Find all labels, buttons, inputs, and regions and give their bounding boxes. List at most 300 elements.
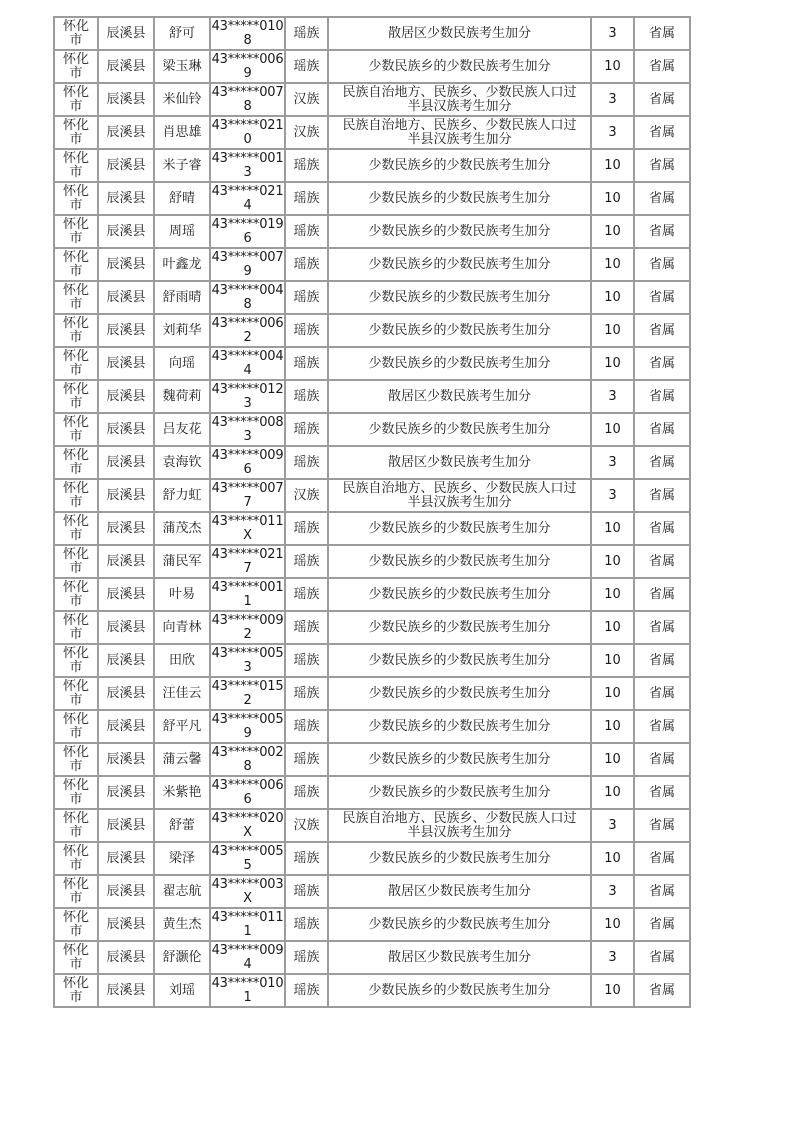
- level-text: 省属: [648, 520, 675, 536]
- county-text: 辰溪县: [106, 289, 146, 305]
- level-cell: [634, 413, 690, 446]
- ethnicity-cell: [285, 314, 328, 347]
- id-cell: [210, 842, 285, 875]
- city-cell: [54, 941, 98, 974]
- ethnicity-cell: [285, 974, 328, 1007]
- level-cell: [634, 743, 690, 776]
- city-text: 市: [69, 791, 83, 807]
- level-cell: [634, 116, 690, 149]
- level-cell: [634, 809, 690, 842]
- county-cell: [98, 215, 154, 248]
- table-row: [54, 644, 690, 677]
- level-cell: [634, 215, 690, 248]
- level-text: 省属: [648, 388, 675, 404]
- id-number-text: 8: [243, 296, 252, 312]
- ethnicity-cell: [285, 380, 328, 413]
- county-text: 辰溪县: [106, 751, 146, 767]
- id-number-text: 4: [243, 956, 252, 972]
- policy-cell: [328, 710, 591, 743]
- candidate-name: 叶易: [168, 586, 195, 602]
- id-cell: [210, 380, 285, 413]
- city-cell: [54, 908, 98, 941]
- id-cell: [210, 149, 285, 182]
- city-cell: [54, 83, 98, 116]
- policy-text: 少数民族乡的少数民族考生加分: [368, 850, 551, 866]
- id-number-text: 43*****009: [211, 612, 284, 628]
- bonus-points: 10: [604, 223, 621, 239]
- city-text: 怀化: [62, 645, 89, 661]
- candidate-name: 肖思雄: [162, 124, 202, 140]
- bonus-points: 10: [604, 784, 621, 800]
- county-text: 辰溪县: [106, 157, 146, 173]
- city-cell: [54, 182, 98, 215]
- name-cell: [154, 50, 210, 83]
- bonus-points: 10: [604, 652, 621, 668]
- name-cell: [154, 875, 210, 908]
- county-cell: [98, 50, 154, 83]
- policy-cell: [328, 842, 591, 875]
- ethnicity-cell: [285, 281, 328, 314]
- city-text: 市: [69, 230, 83, 246]
- policy-cell: [328, 908, 591, 941]
- county-text: 辰溪县: [106, 487, 146, 503]
- table-row: [54, 248, 690, 281]
- level-text: 省属: [648, 751, 675, 767]
- city-text: 怀化: [62, 51, 89, 67]
- ethnicity-cell: [285, 413, 328, 446]
- level-text: 省属: [648, 817, 675, 833]
- city-text: 怀化: [62, 810, 89, 826]
- points-cell: [591, 941, 634, 974]
- city-text: 怀化: [62, 513, 89, 529]
- name-cell: [154, 611, 210, 644]
- ethnicity-cell: [285, 182, 328, 215]
- name-cell: [154, 974, 210, 1007]
- id-cell: [210, 446, 285, 479]
- city-text: 怀化: [62, 216, 89, 232]
- ethnicity-cell: [285, 17, 328, 50]
- level-cell: [634, 776, 690, 809]
- city-text: 市: [69, 395, 83, 411]
- city-cell: [54, 248, 98, 281]
- policy-text: 少数民族乡的少数民族考生加分: [368, 619, 551, 635]
- id-cell: [210, 677, 285, 710]
- id-number-text: 43*****007: [211, 249, 284, 265]
- policy-cell: [328, 941, 591, 974]
- county-text: 辰溪县: [106, 388, 146, 404]
- county-text: 辰溪县: [106, 982, 146, 998]
- city-text: 市: [69, 593, 83, 609]
- county-cell: [98, 644, 154, 677]
- ethnicity-text: 瑶族: [293, 553, 320, 569]
- city-text: 怀化: [62, 612, 89, 628]
- policy-cell: [328, 17, 591, 50]
- id-number-text: 43*****015: [211, 678, 284, 694]
- city-cell: [54, 677, 98, 710]
- id-cell: [210, 116, 285, 149]
- points-cell: [591, 347, 634, 380]
- points-cell: [591, 479, 634, 512]
- county-cell: [98, 974, 154, 1007]
- points-cell: [591, 149, 634, 182]
- id-number-text: 1: [243, 593, 252, 609]
- id-number-text: 9: [243, 725, 252, 741]
- county-text: 辰溪县: [106, 949, 146, 965]
- county-text: 辰溪县: [106, 883, 146, 899]
- table-row: [54, 974, 690, 1007]
- county-text: 辰溪县: [106, 25, 146, 41]
- level-cell: [634, 974, 690, 1007]
- name-cell: [154, 281, 210, 314]
- id-number-text: 9: [243, 263, 252, 279]
- level-text: 省属: [648, 58, 675, 74]
- city-text: 怀化: [62, 282, 89, 298]
- id-number-text: 2: [243, 692, 252, 708]
- city-text: 市: [69, 626, 83, 642]
- city-cell: [54, 446, 98, 479]
- ethnicity-cell: [285, 479, 328, 512]
- id-number-text: X: [243, 824, 252, 840]
- candidate-name: 蒲茂杰: [162, 520, 202, 536]
- name-cell: [154, 314, 210, 347]
- name-cell: [154, 809, 210, 842]
- policy-text: 半县汉族考生加分: [407, 494, 512, 510]
- county-cell: [98, 776, 154, 809]
- level-text: 省属: [648, 256, 675, 272]
- city-text: 市: [69, 725, 83, 741]
- city-text: 怀化: [62, 975, 89, 991]
- table-row: [54, 215, 690, 248]
- id-number-text: 43*****005: [211, 645, 284, 661]
- county-text: 辰溪县: [106, 850, 146, 866]
- ethnicity-cell: [285, 908, 328, 941]
- city-cell: [54, 281, 98, 314]
- level-cell: [634, 281, 690, 314]
- points-cell: [591, 578, 634, 611]
- ethnicity-text: 汉族: [293, 91, 320, 107]
- id-number-text: 43*****010: [211, 18, 284, 34]
- bonus-points: 3: [608, 883, 617, 899]
- id-number-text: 2: [243, 329, 252, 345]
- id-number-text: 43*****006: [211, 51, 284, 67]
- candidate-name: 刘莉华: [162, 322, 202, 338]
- ethnicity-text: 瑶族: [293, 157, 320, 173]
- ethnicity-cell: [285, 875, 328, 908]
- table-row: [54, 149, 690, 182]
- policy-text: 少数民族乡的少数民族考生加分: [368, 553, 551, 569]
- id-number-text: 43*****021: [211, 183, 284, 199]
- id-cell: [210, 248, 285, 281]
- id-number-text: 43*****004: [211, 348, 284, 364]
- county-cell: [98, 281, 154, 314]
- candidate-name: 舒平凡: [162, 718, 202, 734]
- id-number-text: 43*****011: [211, 909, 284, 925]
- policy-text: 少数民族乡的少数民族考生加分: [368, 355, 551, 371]
- candidate-name: 梁泽: [168, 850, 195, 866]
- id-number-text: 7: [243, 494, 252, 510]
- county-text: 辰溪县: [106, 586, 146, 602]
- city-text: 市: [69, 692, 83, 708]
- ethnicity-cell: [285, 116, 328, 149]
- policy-text: 少数民族乡的少数民族考生加分: [368, 784, 551, 800]
- table-row: [54, 545, 690, 578]
- id-number-text: 2: [243, 626, 252, 642]
- id-cell: [210, 479, 285, 512]
- policy-cell: [328, 578, 591, 611]
- ethnicity-text: 瑶族: [293, 652, 320, 668]
- candidate-name: 蒲云馨: [162, 751, 202, 767]
- city-text: 市: [69, 32, 83, 48]
- city-cell: [54, 512, 98, 545]
- bonus-points: 10: [604, 982, 621, 998]
- county-cell: [98, 809, 154, 842]
- city-text: 怀化: [62, 447, 89, 463]
- ethnicity-cell: [285, 710, 328, 743]
- table-row: [54, 710, 690, 743]
- city-text: 市: [69, 890, 83, 906]
- city-text: 市: [69, 494, 83, 510]
- level-cell: [634, 380, 690, 413]
- level-cell: [634, 644, 690, 677]
- candidate-name: 舒蕾: [168, 817, 195, 833]
- policy-cell: [328, 413, 591, 446]
- level-cell: [634, 941, 690, 974]
- city-cell: [54, 578, 98, 611]
- city-cell: [54, 215, 98, 248]
- id-cell: [210, 215, 285, 248]
- name-cell: [154, 17, 210, 50]
- policy-cell: [328, 50, 591, 83]
- policy-text: 少数民族乡的少数民族考生加分: [368, 718, 551, 734]
- city-text: 怀化: [62, 348, 89, 364]
- points-cell: [591, 512, 634, 545]
- id-cell: [210, 710, 285, 743]
- bonus-points: 10: [604, 322, 621, 338]
- id-number-text: 0: [243, 131, 252, 147]
- id-cell: [210, 941, 285, 974]
- points-cell: [591, 17, 634, 50]
- level-text: 省属: [648, 850, 675, 866]
- id-number-text: 43*****007: [211, 84, 284, 100]
- level-cell: [634, 545, 690, 578]
- points-cell: [591, 281, 634, 314]
- id-cell: [210, 611, 285, 644]
- id-number-text: X: [243, 890, 252, 906]
- level-cell: [634, 875, 690, 908]
- id-cell: [210, 578, 285, 611]
- level-text: 省属: [648, 91, 675, 107]
- candidate-name: 汪佳云: [162, 685, 202, 701]
- city-text: 市: [69, 263, 83, 279]
- points-cell: [591, 83, 634, 116]
- id-number-text: 43*****010: [211, 975, 284, 991]
- name-cell: [154, 479, 210, 512]
- ethnicity-text: 汉族: [293, 124, 320, 140]
- level-text: 省属: [648, 685, 675, 701]
- county-text: 辰溪县: [106, 553, 146, 569]
- points-cell: [591, 50, 634, 83]
- city-text: 市: [69, 329, 83, 345]
- id-number-text: 43*****021: [211, 546, 284, 562]
- name-cell: [154, 116, 210, 149]
- policy-text: 少数民族乡的少数民族考生加分: [368, 157, 551, 173]
- city-cell: [54, 380, 98, 413]
- name-cell: [154, 644, 210, 677]
- policy-cell: [328, 875, 591, 908]
- points-cell: [591, 974, 634, 1007]
- ethnicity-text: 瑶族: [293, 520, 320, 536]
- points-cell: [591, 710, 634, 743]
- city-text: 怀化: [62, 678, 89, 694]
- table-row: [54, 743, 690, 776]
- ethnicity-text: 瑶族: [293, 619, 320, 635]
- county-text: 辰溪县: [106, 454, 146, 470]
- policy-cell: [328, 248, 591, 281]
- city-cell: [54, 974, 98, 1007]
- city-text: 怀化: [62, 480, 89, 496]
- level-text: 省属: [648, 982, 675, 998]
- policy-text: 少数民族乡的少数民族考生加分: [368, 685, 551, 701]
- policy-cell: [328, 116, 591, 149]
- ethnicity-text: 瑶族: [293, 58, 320, 74]
- city-cell: [54, 743, 98, 776]
- ethnicity-cell: [285, 248, 328, 281]
- county-cell: [98, 314, 154, 347]
- name-cell: [154, 545, 210, 578]
- level-text: 省属: [648, 916, 675, 932]
- county-text: 辰溪县: [106, 520, 146, 536]
- name-cell: [154, 413, 210, 446]
- table-row: [54, 17, 690, 50]
- policy-cell: [328, 182, 591, 215]
- candidate-name: 梁玉琳: [162, 58, 202, 74]
- points-cell: [591, 743, 634, 776]
- id-number-text: 43*****001: [211, 579, 284, 595]
- id-cell: [210, 545, 285, 578]
- points-cell: [591, 842, 634, 875]
- policy-text: 少数民族乡的少数民族考生加分: [368, 520, 551, 536]
- level-text: 省属: [648, 454, 675, 470]
- level-text: 省属: [648, 25, 675, 41]
- city-text: 怀化: [62, 117, 89, 133]
- policy-cell: [328, 776, 591, 809]
- bonus-points: 10: [604, 916, 621, 932]
- id-number-text: 43*****019: [211, 216, 284, 232]
- county-cell: [98, 908, 154, 941]
- city-cell: [54, 347, 98, 380]
- ethnicity-cell: [285, 347, 328, 380]
- policy-cell: [328, 545, 591, 578]
- policy-text: 散居区少数民族考生加分: [387, 949, 531, 965]
- candidate-name: 刘瑶: [168, 982, 195, 998]
- level-text: 省属: [648, 718, 675, 734]
- level-cell: [634, 512, 690, 545]
- level-text: 省属: [648, 355, 675, 371]
- policy-text: 少数民族乡的少数民族考生加分: [368, 586, 551, 602]
- bonus-points: 10: [604, 157, 621, 173]
- policy-text: 半县汉族考生加分: [407, 98, 512, 114]
- city-text: 市: [69, 824, 83, 840]
- bonus-points: 10: [604, 586, 621, 602]
- city-text: 怀化: [62, 249, 89, 265]
- id-number-text: 43*****006: [211, 777, 284, 793]
- ethnicity-text: 瑶族: [293, 25, 320, 41]
- id-number-text: 7: [243, 560, 252, 576]
- city-cell: [54, 710, 98, 743]
- id-number-text: 1: [243, 989, 252, 1005]
- points-cell: [591, 215, 634, 248]
- id-cell: [210, 974, 285, 1007]
- city-cell: [54, 50, 98, 83]
- city-text: 市: [69, 197, 83, 213]
- name-cell: [154, 578, 210, 611]
- city-text: 市: [69, 461, 83, 477]
- bonus-points: 10: [604, 58, 621, 74]
- policy-text: 散居区少数民族考生加分: [387, 454, 531, 470]
- city-text: 怀化: [62, 579, 89, 595]
- ethnicity-text: 瑶族: [293, 850, 320, 866]
- policy-text: 少数民族乡的少数民族考生加分: [368, 190, 551, 206]
- level-cell: [634, 479, 690, 512]
- city-text: 怀化: [62, 84, 89, 100]
- policy-cell: [328, 446, 591, 479]
- name-cell: [154, 908, 210, 941]
- name-cell: [154, 776, 210, 809]
- ethnicity-text: 瑶族: [293, 454, 320, 470]
- candidate-name: 蒲民军: [162, 553, 202, 569]
- bonus-points: 3: [608, 124, 617, 140]
- county-text: 辰溪县: [106, 58, 146, 74]
- table-row: [54, 446, 690, 479]
- county-text: 辰溪县: [106, 619, 146, 635]
- id-number-text: 1: [243, 923, 252, 939]
- bonus-points: 3: [608, 949, 617, 965]
- city-text: 怀化: [62, 711, 89, 727]
- bonus-points: 3: [608, 91, 617, 107]
- bonus-points: 10: [604, 256, 621, 272]
- id-number-text: 43*****002: [211, 744, 284, 760]
- table-row: [54, 941, 690, 974]
- policy-cell: [328, 281, 591, 314]
- id-number-text: 6: [243, 791, 252, 807]
- county-text: 辰溪县: [106, 916, 146, 932]
- county-text: 辰溪县: [106, 817, 146, 833]
- points-cell: [591, 545, 634, 578]
- ethnicity-text: 瑶族: [293, 421, 320, 437]
- id-number-text: 43*****012: [211, 381, 284, 397]
- bonus-points: 10: [604, 289, 621, 305]
- level-text: 省属: [648, 124, 675, 140]
- bonus-points: 10: [604, 190, 621, 206]
- ethnicity-text: 汉族: [293, 817, 320, 833]
- candidate-name: 舒灏伦: [162, 949, 202, 965]
- level-text: 省属: [648, 883, 675, 899]
- county-cell: [98, 182, 154, 215]
- ethnicity-text: 瑶族: [293, 685, 320, 701]
- ethnicity-text: 瑶族: [293, 256, 320, 272]
- points-cell: [591, 248, 634, 281]
- policy-cell: [328, 380, 591, 413]
- city-text: 市: [69, 923, 83, 939]
- points-cell: [591, 644, 634, 677]
- city-text: 怀化: [62, 150, 89, 166]
- table-row: [54, 83, 690, 116]
- candidate-name: 舒晴: [168, 190, 195, 206]
- points-cell: [591, 446, 634, 479]
- table-row: [54, 677, 690, 710]
- city-text: 市: [69, 65, 83, 81]
- policy-cell: [328, 215, 591, 248]
